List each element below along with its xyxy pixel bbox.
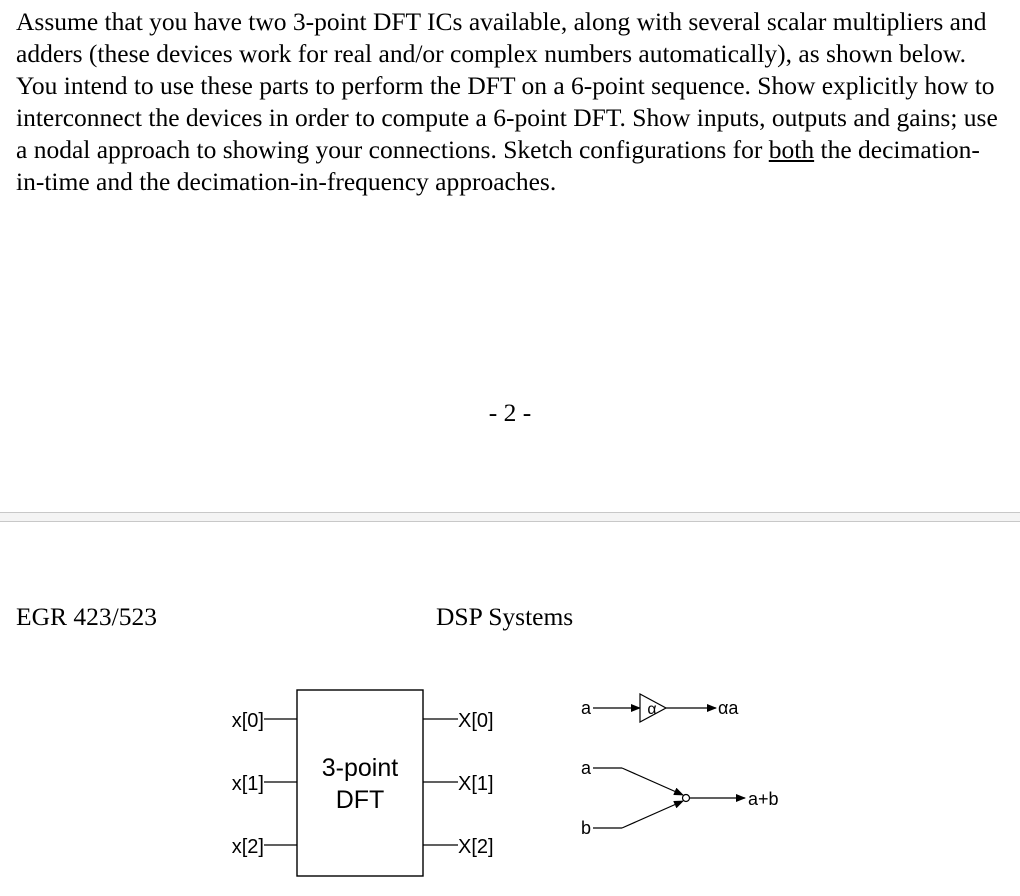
problem-text-end: the decimation-in-time and the decimation-in-frequency approaches. (16, 135, 980, 196)
adder-input-a-arrow (622, 768, 683, 795)
course-title: DSP Systems (436, 602, 574, 631)
dft-output-label-1: X[1] (458, 773, 494, 795)
dft-input-label-2: x[2] (231, 836, 264, 858)
problem-text-start: Assume that you have two 3-point DFT ICs available, along with several scalar multipliers and adders (these devices work for real and/or complex numbers automatically), as shown below. You intend to use these parts to perform the DFT on a 6-point sequence. Show explicitly how to interconnect the devices in order to compute a 6-point DFT. Show inputs, outputs and gains; use a nodal approach to showing your connections. Sketch configurations for (16, 7, 998, 164)
dft-input-label-0: x[0] (231, 710, 264, 732)
dft-label-line2: DFT (335, 786, 385, 814)
adder-node (683, 795, 690, 802)
adder-input-a-label: a (580, 758, 591, 778)
course-code: EGR 423/523 (16, 602, 157, 631)
dft-label-line1: 3-point (321, 754, 399, 782)
dft-input-label-1: x[1] (231, 773, 264, 795)
problem-text-emphasis: both (768, 135, 815, 164)
dft-block-outline (297, 690, 423, 876)
multiplier-output-label: αa (718, 698, 739, 718)
adder-output-label: a+b (748, 789, 779, 809)
dft-output-label-0: X[0] (458, 710, 494, 732)
multiplier-input-label: a (580, 698, 591, 718)
dft-block (232, 690, 494, 876)
page-number: - 2 - (488, 398, 532, 427)
dft-output-label-2: X[2] (458, 836, 494, 858)
adder-input-b-label: b (580, 818, 591, 838)
multiplier (581, 694, 739, 722)
multiplier-gain-label: α (647, 701, 657, 718)
adder (581, 758, 779, 838)
adder-input-b-arrow (622, 801, 683, 828)
